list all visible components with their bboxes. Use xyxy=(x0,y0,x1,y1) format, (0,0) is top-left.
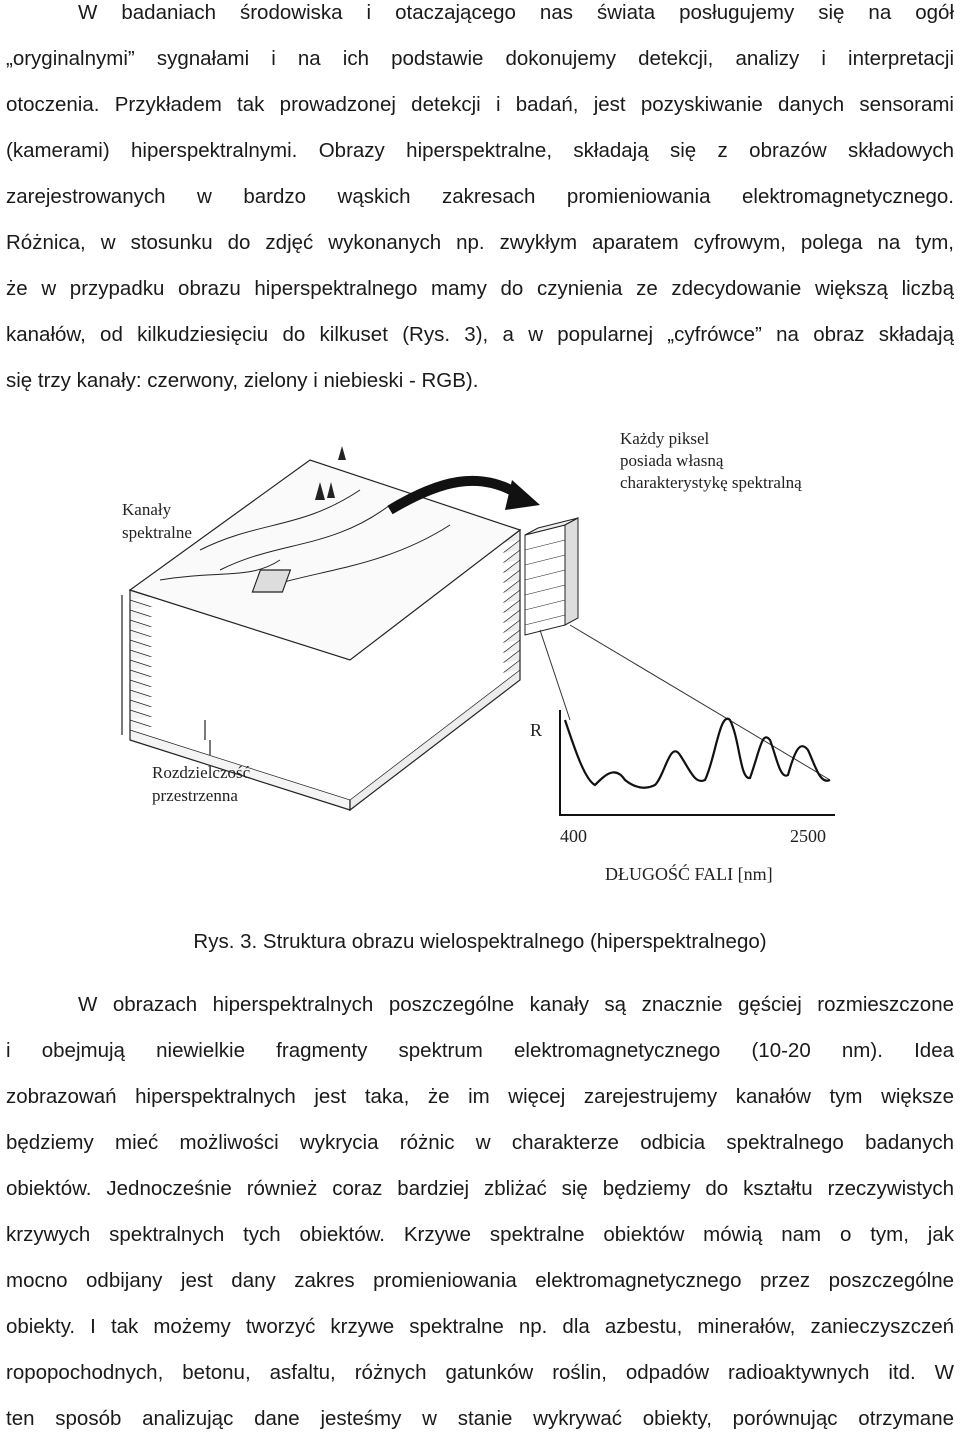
text-line: W badaniach środowiska i otaczającego nas świata posługujemy się na ogół xyxy=(78,1,954,24)
body-paragraph xyxy=(6,982,954,1442)
text-line: że w przypadku obrazu hiperspektralnego mamy do czynienia ze zdecydowanie większą liczbą xyxy=(6,277,954,300)
svg-text:Każdy pikselposiada własnąchar xyxy=(620,429,802,492)
figure-caption: Rys. 3. Struktura obrazu wielospektralnego (hiperspektralnego) xyxy=(193,930,767,953)
pixel-stack xyxy=(525,518,578,635)
text-line: Różnica, w stosunku do zdjęć wykonanych np. zwykłym aparatem cyfrowym, polega na tym, xyxy=(6,231,954,254)
spectral-curve xyxy=(565,719,830,788)
text-line: ropopochodnych, betonu, asfaltu, różnych gatunków roślin, odpadów radioaktywnych itd. W xyxy=(6,1361,954,1384)
label-resolution-2: przestrzenna xyxy=(152,786,238,805)
axis-y-label: R xyxy=(530,720,543,740)
label-channels-2: spektralne xyxy=(122,523,192,542)
label-resolution-1: Rozdzielczość xyxy=(152,763,251,782)
text-line: W obrazach hiperspektralnych poszczególne kanały są znacznie gęściej rozmieszczone xyxy=(78,993,954,1016)
svg-text:Rozdzielczośćprzestrzenna xyxy=(152,763,251,805)
text-line: i obejmują niewielkie fragmenty spektrum elektromagnetycznego (10-20 nm). Idea xyxy=(6,1039,954,1062)
text-line: zobrazowań hiperspektralnych jest taka, że im więcej zarejestrujemy kanałów tym większe xyxy=(6,1085,954,1108)
text-line: krzywych spektralnych tych obiektów. Krzywe spektralne obiektów mówią nam o tym, jak xyxy=(6,1223,954,1246)
label-pixel-1: Każdy piksel xyxy=(620,429,710,448)
text-line: obiekty. I tak możemy tworzyć krzywe spektralne np. dla azbestu, minerałów, zanieczyszczeń xyxy=(6,1315,954,1338)
image-cube xyxy=(130,460,520,810)
text-line: zarejestrowanych w bardzo wąskich zakresach promieniowania elektromagnetycznego. xyxy=(6,185,954,208)
svg-text:Kanałyspektralne xyxy=(122,500,192,542)
hyperspectral-figure xyxy=(100,420,880,900)
label-pixel-3: charakterystykę spektralną xyxy=(620,473,802,492)
text-line: będziemy mieć możliwości wykrycia różnic w charakterze odbicia spektralnego badanych xyxy=(6,1131,954,1154)
label-channels-1: Kanały xyxy=(122,500,172,519)
plot-axes xyxy=(560,710,835,815)
text-line: obiektów. Jednocześnie również coraz bardziej zbliżać się będziemy do kształtu rzeczywistych xyxy=(6,1177,954,1200)
text-line: mocno odbijany jest dany zakres promieniowania elektromagnetycznego przez poszczególne xyxy=(6,1269,954,1292)
text-line: „oryginalnymi” sygnałami i na ich podstawie dokonujemy detekcji, analizy i interpretacji xyxy=(6,47,954,70)
axis-x-title: DŁUGOŚĆ FALI [nm] xyxy=(605,864,773,884)
text-line: (kamerami) hiperspektralnymi. Obrazy hiperspektralne, składają się z obrazów składowych xyxy=(6,139,954,162)
axis-x-min: 400 xyxy=(560,826,587,846)
label-pixel-2: posiada własną xyxy=(620,451,724,470)
text-line: się trzy kanały: czerwony, zielony i niebieski - RGB). xyxy=(6,369,479,392)
axis-x-max: 2500 xyxy=(790,826,826,846)
text-line: ten sposób analizując dane jesteśmy w stanie wykrywać obiekty, porównując otrzymane xyxy=(6,1407,954,1430)
text-line: otoczenia. Przykładem tak prowadzonej detekcji i badań, jest pozyskiwanie danych sensorami xyxy=(6,93,954,116)
intro-paragraph xyxy=(6,0,954,404)
text-line: kanałów, od kilkudziesięciu do kilkuset (Rys. 3), a w popularnej „cyfrówce” na obraz składają xyxy=(6,323,954,346)
